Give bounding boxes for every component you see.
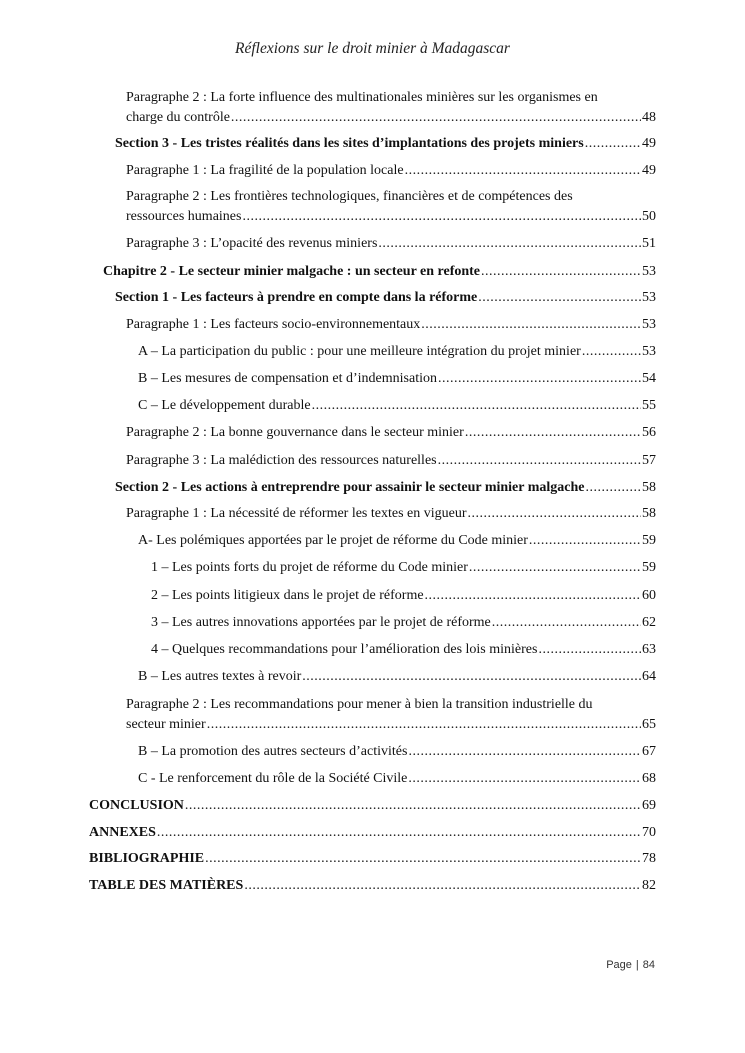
toc-page-number: 53 — [642, 317, 656, 332]
toc-page-number: 58 — [642, 480, 656, 495]
toc-entry[interactable] — [89, 849, 656, 869]
toc-page-number: 57 — [642, 453, 656, 468]
toc-page-number: 51 — [642, 236, 656, 251]
toc-entry[interactable] — [126, 234, 656, 254]
toc-entry[interactable] — [126, 423, 656, 443]
toc-page-number: 65 — [642, 717, 656, 732]
toc-page-number: 58 — [642, 506, 656, 521]
toc-page-number: 49 — [642, 163, 656, 178]
toc-page-number: 53 — [642, 264, 656, 279]
toc-page-number: 82 — [642, 878, 656, 893]
toc-page-number: 50 — [642, 209, 656, 224]
toc-entry-text: A- Les polémiques apportées par le projet de réforme du Code minier — [138, 533, 528, 548]
toc-entry-text: 2 – Les points litigieux dans le projet de réforme — [151, 588, 424, 603]
page-footer — [606, 959, 655, 971]
toc-entry[interactable] — [151, 586, 656, 606]
toc-entry-text: ressources humaines — [126, 209, 242, 224]
toc-page-number: 69 — [642, 798, 656, 813]
toc-page-number: 60 — [642, 588, 656, 603]
toc-entry-text: Chapitre 2 - Le secteur minier malgache : un secteur en refonte — [103, 264, 481, 279]
toc-page-number: 48 — [642, 110, 656, 125]
toc-entry-text: CONCLUSION — [89, 798, 184, 813]
toc-page-number: 62 — [642, 615, 656, 630]
toc-entry[interactable] — [126, 187, 656, 227]
toc-entry[interactable] — [138, 396, 656, 416]
toc-entry-text: Paragraphe 1 : La nécessité de réformer les textes en vigueur — [126, 506, 467, 521]
toc-entry[interactable] — [138, 742, 656, 762]
toc-entry[interactable] — [126, 451, 656, 471]
toc-entry-text: C – Le développement durable — [138, 398, 311, 413]
toc-page-number: 68 — [642, 771, 656, 786]
toc-entry[interactable] — [151, 640, 656, 660]
toc-entry[interactable] — [115, 288, 656, 308]
toc-entry-text: BIBLIOGRAPHIE — [89, 851, 205, 866]
running-header: Réflexions sur le droit minier à Madagascar — [235, 40, 510, 57]
toc-entry[interactable] — [89, 823, 656, 843]
toc-entry-text: B – Les autres textes à revoir — [138, 669, 302, 684]
toc-entry-text: B – La promotion des autres secteurs d’activités — [138, 744, 408, 759]
toc-page-number: 78 — [642, 851, 656, 866]
toc-entry-text: charge du contrôle — [126, 110, 230, 125]
toc-entry[interactable] — [138, 531, 656, 551]
toc-entry[interactable] — [138, 769, 656, 789]
toc-entry[interactable] — [126, 161, 656, 181]
toc-entry-text: 3 – Les autres innovations apportées par le projet de réforme — [151, 615, 491, 630]
toc-entry-text: 4 – Quelques recommandations pour l’amélioration des lois minières — [151, 642, 538, 657]
toc-page-number: 53 — [642, 344, 656, 359]
toc-page-number: 59 — [642, 560, 656, 575]
toc-page-number: 55 — [642, 398, 656, 413]
toc-entry-text: Paragraphe 3 : L’opacité des revenus miniers — [126, 236, 378, 251]
toc-entry-text: 1 – Les points forts du projet de réforme du Code minier — [151, 560, 468, 575]
toc-entry[interactable] — [138, 667, 656, 687]
toc-entry-text: Paragraphe 1 : La fragilité de la population locale — [126, 163, 404, 178]
toc-entry-text: ANNEXES — [89, 825, 156, 840]
toc-page-number: 59 — [642, 533, 656, 548]
page-separator: | — [635, 959, 639, 971]
toc-page-number: 49 — [642, 136, 656, 151]
toc-entry-text: TABLE DES MATIÈRES — [89, 878, 244, 893]
toc-entry-text: A – La participation du public : pour une meilleure intégration du projet minier — [138, 344, 581, 359]
toc-entry-text: C - Le renforcement du rôle de la Société Civile — [138, 771, 408, 786]
toc-entry[interactable] — [151, 613, 656, 633]
toc-entry[interactable] — [115, 134, 656, 154]
toc-entry-text: secteur minier — [126, 717, 206, 732]
toc-entry[interactable] — [115, 478, 656, 498]
toc-entry[interactable] — [138, 342, 656, 362]
toc-page-number: 54 — [642, 371, 656, 386]
toc-entry[interactable] — [126, 315, 656, 335]
page-number: 84 — [642, 959, 655, 971]
toc-page-number: 70 — [642, 825, 656, 840]
toc-entry[interactable] — [138, 369, 656, 389]
toc-entry[interactable] — [89, 876, 656, 896]
toc-entry[interactable] — [103, 262, 656, 282]
toc-entry-text: Paragraphe 3 : La malédiction des ressources naturelles — [126, 453, 437, 468]
toc-entry-text: Paragraphe 2 : La bonne gouvernance dans le secteur minier — [126, 425, 464, 440]
page-label: Page — [606, 959, 632, 971]
toc-entry-text: Section 1 - Les facteurs à prendre en compte dans la réforme — [115, 290, 478, 305]
toc-entry[interactable] — [89, 796, 656, 816]
toc-entry[interactable] — [151, 558, 656, 578]
toc-page-number: 53 — [642, 290, 656, 305]
toc-page-number: 56 — [642, 425, 656, 440]
toc-page-number: 67 — [642, 744, 656, 759]
toc-page-number: 64 — [642, 669, 656, 684]
toc-entry-text: Paragraphe 1 : Les facteurs socio-environnementaux — [126, 317, 421, 332]
toc-entry[interactable] — [126, 504, 656, 524]
toc-entry-text: B – Les mesures de compensation et d’indemnisation — [138, 371, 437, 386]
toc-page-number: 63 — [642, 642, 656, 657]
toc-entry[interactable] — [126, 88, 656, 128]
toc-entry-text: Section 3 - Les tristes réalités dans les sites d’implantations des projets miniers — [115, 136, 584, 151]
toc-entry-text: Section 2 - Les actions à entreprendre pour assainir le secteur minier malgache — [115, 480, 585, 495]
toc-entry-text-line1: Paragraphe 2 : Les frontières technologiques, financières et de compétences des — [126, 189, 573, 204]
toc-entry-text-line1: Paragraphe 2 : Les recommandations pour mener à bien la transition industrielle du — [126, 697, 593, 712]
toc-entry[interactable] — [126, 695, 656, 735]
toc-entry-text-line1: Paragraphe 2 : La forte influence des multinationales minières sur les organismes en — [126, 90, 598, 105]
